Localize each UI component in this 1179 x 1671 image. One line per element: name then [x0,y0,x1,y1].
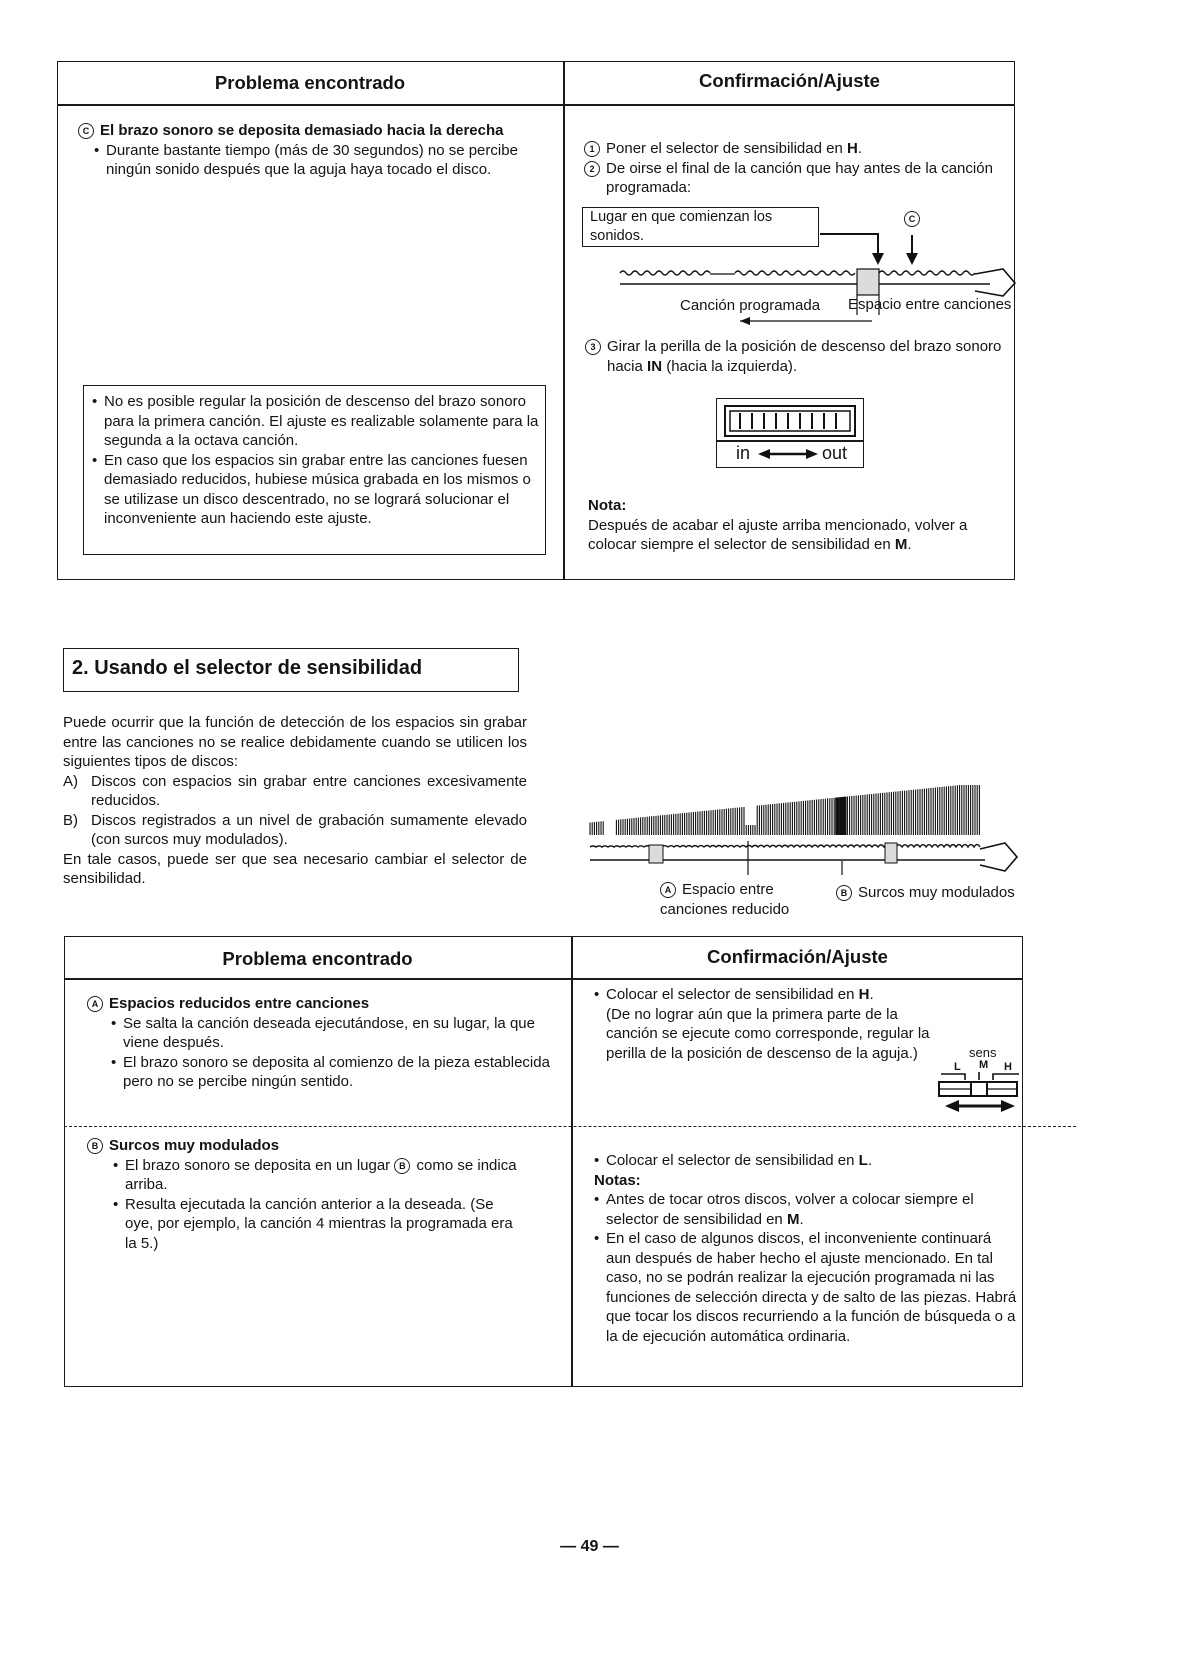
page-number: — 49 — [560,1538,619,1555]
table1-header-rule [57,104,1015,106]
knob-out-label: out [822,443,848,463]
label-a: A Espacio entre canciones reducido [660,881,790,918]
table1-divider [563,61,565,580]
row-b-title: Surcos muy modulados [109,1137,280,1154]
table2-divider [571,936,573,1387]
label-programmed-song: Canción programada [680,297,821,314]
knob-in-label: in [736,443,751,463]
table2-row-separator [64,1126,1076,1127]
note-box-item: • No es posible regular la posición de descenso del brazo sonoro para la primera canción. El ajuste es realizable solamente para la segunda a la octava canción. [92,392,540,451]
sens-h: H [1004,1061,1012,1073]
row-b-fix-main: • Colocar el selector de sensibilidad en L. [594,1151,1019,1171]
step-2: 2 De oirse el final de la canción que hay antes de la canción programada: [584,159,1004,198]
table2-header-rule [64,978,1023,980]
step-1: 1 Poner el selector de sensibilidad en H. [584,139,1004,159]
sens-label: sens [969,1045,997,1060]
section2-intro: Puede ocurrir que la función de detección de los espacios sin grabar entre las canciones no se realice debidamente cuando se utilicen los siguientes tipos de discos: [63,714,527,770]
row-b-note: • En el caso de algunos discos, el inconveniente continuará aun después de haber hecho el ajuste mencionado. En tal caso, no se podrán realizar la ejecución programada ni las funciones de selección directa y de salto de las piezas. Habrá que tocar los discos recurriendo a la función de búsqueda o a la de ejecución automática ordinaria. [594,1229,1019,1346]
note-box-content [92,392,540,529]
section2-outro: En tale casos, puede ser que sea necesario cambiar el selector de sensibilidad. [63,850,527,887]
start-sounds-label: Lugar en que comienzan los sonidos. [590,209,773,244]
knob-dial [722,403,858,439]
table1-header-problem: Problema encontrado [214,72,406,93]
problem-c-bullet: • Durante bastante tiempo (más de 30 segundos) no se percibe ningún sonido después que la aguja haya tocado el disco. [94,141,548,180]
marker-c: C [78,123,94,139]
table1-header-adjust: Confirmación/Ajuste [699,70,880,91]
row-b-problem: B Surcos muy modulados • El brazo sonoro se deposita en un lugar B como se indica arriba. • Resulta ejecutada la canción anterior a la deseada. (Se oye, por ejemplo, la canción 4 mientras la programada era la 5.) [87,1136,557,1253]
steps-1-2 [584,139,1004,198]
nota-title: Nota: [588,497,627,514]
problem-c-title: El brazo sonoro se deposita demasiado hacia la derecha [100,122,504,139]
table2-header-adjust: Confirmación/Ajuste [707,946,888,967]
step-3: 3 Girar la perilla de la posición de descenso del brazo sonoro hacia IN (hacia la izquierda). [585,337,1005,376]
section2-item-b: B) Discos registrados a un nivel de grabación sumamente elevado (con surcos muy modulados). [63,811,527,848]
row-b-note: • Antes de tocar otros discos, volver a colocar siempre el selector de sensibilidad en M. [594,1190,1019,1229]
row-b-fix [594,1151,1019,1346]
problem-c [78,121,548,180]
sens-switch-icon [935,1070,1025,1116]
row-a-title: Espacios reducidos entre canciones [109,995,370,1012]
row-a-problem: A Espacios reducidos entre canciones • Se salta la canción deseada ejecutándose, en su lugar, la que viene después. • El brazo sonoro se deposita al comienzo de la pieza establecida pero no se percibe ningún sentido. [87,994,557,1092]
groove-diagram-2 [585,785,1035,885]
row-b-notas-title: Notas: [594,1171,641,1189]
row-a-fix [594,985,1019,1063]
row-a-fix-detail: (De no lograr aún que la primera parte de la canción se ejecute como corresponde, regular la perilla de la posición de descenso de la aguja.) [606,1005,930,1062]
knob-rule [716,440,864,442]
row-b-bullet: • Resulta ejecutada la canción anterior a la deseada. (Se oye, por ejemplo, la canción 4 mientras la programada era la 5.) [113,1195,525,1254]
section2-item-a: A) Discos con espacios sin grabar entre canciones excesivamente reducidos. [63,772,527,809]
nota-text: Después de acabar el ajuste arriba mencionado, volver a colocar siempre el selector de sensibilidad en M. [588,516,968,553]
row-a-fix-main: • Colocar el selector de sensibilidad en H. [594,985,1019,1005]
table2-header-problem: Problema encontrado [222,948,413,969]
row-a-bullet: • Se salta la canción deseada ejecutándose, en su lugar, la que viene después. [111,1014,557,1053]
label-space-between: Espacio entre canciones [848,296,1012,313]
section2-title: 2. Usando el selector de sensibilidad [72,657,423,679]
sens-l: L [954,1061,961,1073]
row-a-bullet: • El brazo sonoro se deposita al comienzo de la pieza establecida pero no se percibe ningún sentido. [111,1053,557,1092]
table1-nota [588,496,1008,555]
marker-c-diagram: C [904,210,926,228]
label-b: B Surcos muy modulados [836,883,1015,903]
sens-m: M [979,1059,989,1071]
section2-body [63,713,527,889]
row-b-bullet: • El brazo sonoro se deposita en un lugar B como se indica arriba. [113,1156,557,1195]
note-box-item: • En caso que los espacios sin grabar entre las canciones fuesen demasiado reducidos, hubiese música grabada en los mismos o se utilizase un disco descentrado, no se logrará solucionar el inconveniente aun haciendo este ajuste. [92,451,540,529]
knob-arrow [758,446,818,462]
